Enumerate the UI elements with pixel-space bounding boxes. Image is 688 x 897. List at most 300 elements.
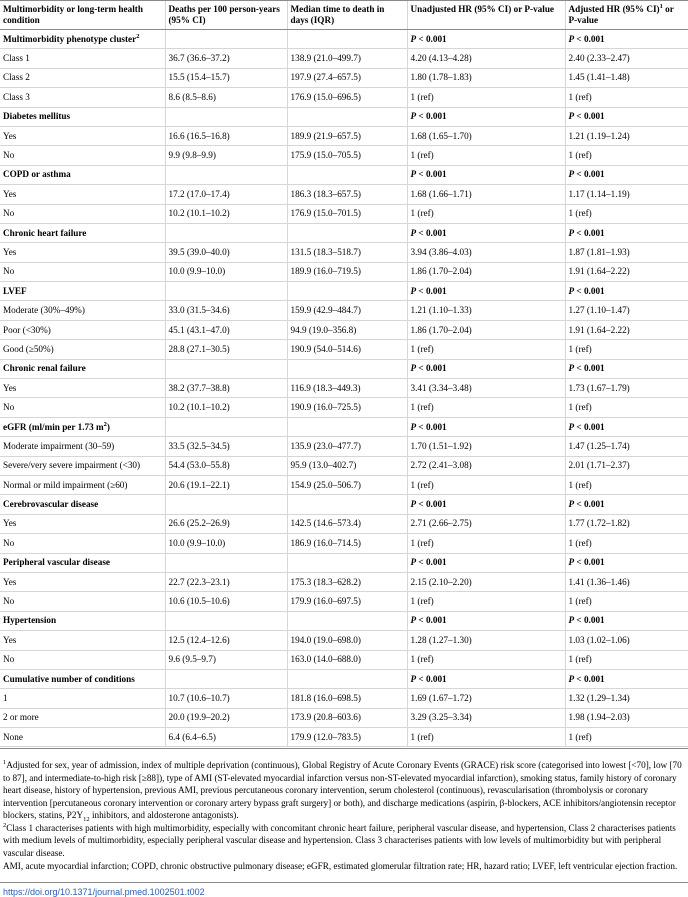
section-empty-cell — [287, 553, 407, 572]
deaths-per-100-py: 26.6 (25.2–26.9) — [165, 514, 287, 533]
section-empty-cell — [287, 611, 407, 630]
table-row — [0, 534, 688, 553]
p-letter: P — [568, 363, 575, 374]
section-p-unadjusted — [407, 495, 565, 514]
footnote-2-marker: 2 — [3, 821, 7, 829]
row-label: No — [0, 592, 165, 611]
adjusted-hr: 1.41 (1.36–1.46) — [565, 572, 688, 591]
deaths-per-100-py: 12.5 (12.4–12.6) — [165, 631, 287, 650]
section-header-row — [0, 553, 688, 572]
section-p-adjusted — [565, 223, 688, 242]
table-row — [0, 49, 688, 68]
section-title — [0, 417, 165, 436]
row-label: None — [0, 728, 165, 747]
adjusted-hr: 1.45 (1.41–1.48) — [565, 68, 688, 87]
row-label: Poor (<30%) — [0, 320, 165, 339]
adjusted-hr: 2.01 (1.71–2.37) — [565, 456, 688, 475]
median-time-to-death: 189.9 (16.0–719.5) — [287, 262, 407, 281]
section-header-row — [0, 359, 688, 378]
p-value: < 0.001 — [576, 499, 605, 510]
section-title — [0, 107, 165, 126]
p-letter: P — [410, 499, 417, 510]
section-empty-cell — [165, 495, 287, 514]
section-header-row — [0, 165, 688, 184]
unadjusted-hr: 1 (ref) — [407, 204, 565, 223]
section-title-text: COPD or asthma — [3, 169, 71, 180]
table-row — [0, 126, 688, 145]
median-time-to-death: 94.9 (19.0–356.8) — [287, 320, 407, 339]
unadjusted-hr: 3.29 (3.25–3.34) — [407, 708, 565, 727]
p-value: < 0.001 — [418, 673, 447, 684]
p-letter: P — [568, 499, 575, 510]
table-row — [0, 398, 688, 417]
deaths-per-100-py: 10.2 (10.1–10.2) — [165, 398, 287, 417]
p-letter: P — [410, 285, 417, 296]
adjusted-hr: 1.03 (1.02–1.06) — [565, 631, 688, 650]
median-time-to-death: 154.9 (25.0–506.7) — [287, 475, 407, 494]
section-header-row — [0, 611, 688, 630]
section-empty-cell — [287, 282, 407, 301]
section-empty-cell — [287, 417, 407, 436]
p-value: < 0.001 — [576, 363, 605, 374]
unadjusted-hr: 3.94 (3.86–4.03) — [407, 243, 565, 262]
p-value: < 0.001 — [418, 499, 447, 510]
doi-link[interactable]: https://doi.org/10.1371/journal.pmed.1002501.t002 — [0, 882, 688, 897]
adjusted-hr: 1.77 (1.72–1.82) — [565, 514, 688, 533]
row-label: Moderate impairment (30–59) — [0, 437, 165, 456]
row-label: Class 3 — [0, 88, 165, 107]
unadjusted-hr: 1.86 (1.70–2.04) — [407, 320, 565, 339]
unadjusted-hr: 1.86 (1.70–2.04) — [407, 262, 565, 281]
unadjusted-hr: 4.20 (4.13–4.28) — [407, 49, 565, 68]
row-label: 2 or more — [0, 708, 165, 727]
row-label: Yes — [0, 243, 165, 262]
p-letter: P — [568, 615, 575, 626]
table-row — [0, 728, 688, 747]
deaths-per-100-py: 10.2 (10.1–10.2) — [165, 204, 287, 223]
p-value: < 0.001 — [418, 285, 447, 296]
adjusted-hr: 1 (ref) — [565, 592, 688, 611]
adjusted-hr: 1.98 (1.94–2.03) — [565, 708, 688, 727]
deaths-per-100-py: 16.6 (16.5–16.8) — [165, 126, 287, 145]
section-title-text: Peripheral vascular disease — [3, 557, 111, 568]
table-row — [0, 456, 688, 475]
section-empty-cell — [287, 359, 407, 378]
section-title — [0, 611, 165, 630]
row-label: Normal or mild impairment (≥60) — [0, 475, 165, 494]
row-label: Moderate (30%–49%) — [0, 301, 165, 320]
adjusted-hr: 1.47 (1.25–1.74) — [565, 437, 688, 456]
table-row — [0, 301, 688, 320]
p-value: < 0.001 — [576, 615, 605, 626]
median-time-to-death: 190.9 (54.0–514.6) — [287, 340, 407, 359]
median-time-to-death: 173.9 (20.8–603.6) — [287, 708, 407, 727]
unadjusted-hr: 1 (ref) — [407, 340, 565, 359]
median-time-to-death: 190.9 (16.0–725.5) — [287, 398, 407, 417]
p-letter: P — [410, 33, 417, 44]
p-letter: P — [410, 673, 417, 684]
p-letter: P — [568, 285, 575, 296]
section-empty-cell — [165, 553, 287, 572]
deaths-per-100-py: 10.0 (9.9–10.0) — [165, 262, 287, 281]
footnote-2-text: Class 1 characterises patients with high multimorbidity, especially with concomitant chronic heart failure, peripheral vascular disease, and hypertension, Class 2 characterises patients with medium levels of multimorbidity, especially peripheral vascular disease and hypertension. Class 3 characterises patients with low levels of multimorbidity but with peripheral vascular disease. — [3, 822, 676, 858]
unadjusted-hr: 2.71 (2.66–2.75) — [407, 514, 565, 533]
section-title — [0, 669, 165, 688]
median-time-to-death: 176.9 (15.0–696.5) — [287, 88, 407, 107]
section-title-text: Diabetes mellitus — [3, 111, 71, 122]
section-header-row — [0, 669, 688, 688]
median-time-to-death: 179.9 (16.0–697.5) — [287, 592, 407, 611]
p-value: < 0.001 — [576, 33, 605, 44]
section-header-row — [0, 223, 688, 242]
table-row — [0, 146, 688, 165]
p-value: < 0.001 — [576, 285, 605, 296]
table-footnotes — [0, 748, 688, 872]
unadjusted-hr: 1 (ref) — [407, 650, 565, 669]
median-time-to-death: 194.0 (19.0–698.0) — [287, 631, 407, 650]
section-title-text: Hypertension — [3, 615, 57, 626]
section-p-unadjusted — [407, 359, 565, 378]
deaths-per-100-py: 39.5 (39.0–40.0) — [165, 243, 287, 262]
table-row — [0, 475, 688, 494]
deaths-per-100-py: 15.5 (15.4–15.7) — [165, 68, 287, 87]
p-value: < 0.001 — [576, 421, 605, 432]
section-title-suffix: ) — [106, 421, 110, 432]
row-label: No — [0, 650, 165, 669]
adjusted-hr: 1.91 (1.64–2.22) — [565, 262, 688, 281]
p-letter: P — [568, 673, 575, 684]
adjusted-hr: 1.27 (1.10–1.47) — [565, 301, 688, 320]
table-row — [0, 340, 688, 359]
deaths-per-100-py: 33.5 (32.5–34.5) — [165, 437, 287, 456]
section-p-unadjusted — [407, 165, 565, 184]
adjusted-hr: 1 (ref) — [565, 534, 688, 553]
deaths-per-100-py: 9.9 (9.8–9.9) — [165, 146, 287, 165]
header-adjusted-hr-footnote-ref: 1 — [659, 2, 663, 10]
p-value: < 0.001 — [576, 111, 605, 122]
header-unadjusted-hr-text: Unadjusted HR (95% CI) or P-value — [410, 4, 555, 14]
p-letter: P — [568, 421, 575, 432]
p-letter: P — [410, 169, 417, 180]
table-row — [0, 689, 688, 708]
unadjusted-hr: 1.28 (1.27–1.30) — [407, 631, 565, 650]
p-letter: P — [410, 615, 417, 626]
adjusted-hr: 1 (ref) — [565, 398, 688, 417]
deaths-per-100-py: 9.6 (9.5–9.7) — [165, 650, 287, 669]
unadjusted-hr: 1.70 (1.51–1.92) — [407, 437, 565, 456]
footnote-1-end: inhibitors, and aldosterone antagonists). — [89, 810, 239, 821]
p-letter: P — [568, 557, 575, 568]
section-empty-cell — [165, 611, 287, 630]
unadjusted-hr: 1 (ref) — [407, 534, 565, 553]
deaths-per-100-py: 6.4 (6.4–6.5) — [165, 728, 287, 747]
p-value: < 0.001 — [418, 557, 447, 568]
table-body — [0, 30, 688, 747]
adjusted-hr: 1 (ref) — [565, 340, 688, 359]
section-empty-cell — [287, 223, 407, 242]
p-letter: P — [410, 363, 417, 374]
unadjusted-hr: 1 (ref) — [407, 398, 565, 417]
section-empty-cell — [287, 495, 407, 514]
deaths-per-100-py: 22.7 (22.3–23.1) — [165, 572, 287, 591]
deaths-per-100-py: 33.0 (31.5–34.6) — [165, 301, 287, 320]
abbreviations-note: AMI, acute myocardial infarction; COPD, chronic obstructive pulmonary disease; eGFR, estimated glomerular filtration rate; HR, hazard ratio; LVEF, left ventricular ejection fraction. — [3, 860, 678, 871]
unadjusted-hr: 1 (ref) — [407, 592, 565, 611]
table-row — [0, 88, 688, 107]
section-p-unadjusted — [407, 669, 565, 688]
footnote-1-text: Adjusted for sex, year of admission, index of multiple deprivation (continuous), Global Registry of Acute Coronary Events (GRACE) risk score (categorised into lowest [<70], low [70 to 87], and intermediate-to-high risk [≥88]), type of AMI (ST-elevated myocardial infarction versus non-ST-elevated myocardial infarction), smoking status, family history of coronary heart disease, history of hypertension, previous AMI, previous percutaneous coronary intervention, serum cholesterol (continuous), revascularisation (thrombolysis or coronary intervention [percutaneous coronary intervention or coronary artery bypass graft surgery] or both), and discharge medications (aspirin, β-blockers, ACE inhibitors/angiotensin receptor blockers, statins, P2Y — [3, 760, 682, 821]
row-label: Severe/very severe impairment (<30) — [0, 456, 165, 475]
section-title — [0, 223, 165, 242]
row-label: Yes — [0, 631, 165, 650]
section-title-text: Cerebrovascular disease — [3, 499, 99, 510]
section-title — [0, 359, 165, 378]
row-label: No — [0, 534, 165, 553]
deaths-per-100-py: 36.7 (36.6–37.2) — [165, 49, 287, 68]
p-value: < 0.001 — [418, 421, 447, 432]
footnote-2 — [3, 822, 684, 859]
section-p-adjusted — [565, 165, 688, 184]
median-time-to-death: 138.9 (21.0–499.7) — [287, 49, 407, 68]
footnote-1-marker: 1 — [3, 759, 7, 767]
adjusted-hr: 1.32 (1.29–1.34) — [565, 689, 688, 708]
table-row — [0, 243, 688, 262]
footnote-1 — [3, 759, 684, 821]
section-p-adjusted — [565, 553, 688, 572]
median-time-to-death: 186.9 (16.0–714.5) — [287, 534, 407, 553]
section-p-unadjusted — [407, 30, 565, 49]
unadjusted-hr: 2.15 (2.10–2.20) — [407, 572, 565, 591]
row-label: Class 1 — [0, 49, 165, 68]
section-title — [0, 553, 165, 572]
section-title — [0, 165, 165, 184]
section-title-footnote-ref: 2 — [136, 32, 140, 40]
median-time-to-death: 135.9 (23.0–477.7) — [287, 437, 407, 456]
unadjusted-hr: 1.68 (1.66–1.71) — [407, 185, 565, 204]
section-empty-cell — [165, 417, 287, 436]
adjusted-hr: 1.73 (1.67–1.79) — [565, 379, 688, 398]
section-p-adjusted — [565, 359, 688, 378]
table-row — [0, 204, 688, 223]
table-row — [0, 437, 688, 456]
table-row — [0, 185, 688, 204]
table-row — [0, 262, 688, 281]
deaths-per-100-py: 20.0 (19.9–20.2) — [165, 708, 287, 727]
median-time-to-death: 189.9 (21.9–657.5) — [287, 126, 407, 145]
row-label: Good (≥50%) — [0, 340, 165, 359]
unadjusted-hr: 1.69 (1.67–1.72) — [407, 689, 565, 708]
deaths-per-100-py: 45.1 (43.1–47.0) — [165, 320, 287, 339]
row-label: Yes — [0, 379, 165, 398]
deaths-per-100-py: 20.6 (19.1–22.1) — [165, 475, 287, 494]
section-title — [0, 30, 165, 49]
p-value: < 0.001 — [576, 169, 605, 180]
p-value: < 0.001 — [418, 227, 447, 238]
p-value: < 0.001 — [418, 363, 447, 374]
deaths-per-100-py: 8.6 (8.5–8.6) — [165, 88, 287, 107]
row-label: No — [0, 146, 165, 165]
section-p-adjusted — [565, 417, 688, 436]
section-empty-cell — [165, 107, 287, 126]
median-time-to-death: 197.9 (27.4–657.5) — [287, 68, 407, 87]
row-label: Yes — [0, 514, 165, 533]
adjusted-hr: 1 (ref) — [565, 650, 688, 669]
section-p-unadjusted — [407, 611, 565, 630]
p-letter: P — [410, 557, 417, 568]
section-title-text: Chronic renal failure — [3, 363, 86, 374]
median-time-to-death: 142.5 (14.6–573.4) — [287, 514, 407, 533]
deaths-per-100-py: 54.4 (53.0–55.8) — [165, 456, 287, 475]
table-row — [0, 320, 688, 339]
median-time-to-death: 179.9 (12.0–783.5) — [287, 728, 407, 747]
section-title — [0, 282, 165, 301]
p-value: < 0.001 — [418, 33, 447, 44]
section-p-unadjusted — [407, 107, 565, 126]
adjusted-hr: 1.21 (1.19–1.24) — [565, 126, 688, 145]
section-title-text: Cumulative number of conditions — [3, 673, 135, 684]
section-title-footnote-ref: 2 — [103, 420, 107, 428]
unadjusted-hr: 1.21 (1.10–1.33) — [407, 301, 565, 320]
footnote-1-subscript: 12 — [83, 815, 90, 823]
section-header-row — [0, 417, 688, 436]
section-p-unadjusted — [407, 417, 565, 436]
section-empty-cell — [287, 107, 407, 126]
section-p-unadjusted — [407, 223, 565, 242]
section-empty-cell — [165, 282, 287, 301]
unadjusted-hr: 2.72 (2.41–3.08) — [407, 456, 565, 475]
table-row — [0, 650, 688, 669]
table-row — [0, 379, 688, 398]
row-label: Yes — [0, 572, 165, 591]
table-row — [0, 631, 688, 650]
unadjusted-hr: 1 (ref) — [407, 475, 565, 494]
median-time-to-death: 176.9 (15.0–701.5) — [287, 204, 407, 223]
median-time-to-death: 159.9 (42.9–484.7) — [287, 301, 407, 320]
median-time-to-death: 95.9 (13.0–402.7) — [287, 456, 407, 475]
section-empty-cell — [165, 30, 287, 49]
unadjusted-hr: 1 (ref) — [407, 728, 565, 747]
table-row — [0, 708, 688, 727]
header-median-time: Median time to death in days (IQR) — [287, 1, 407, 30]
p-value: < 0.001 — [576, 557, 605, 568]
adjusted-hr: 1.87 (1.81–1.93) — [565, 243, 688, 262]
section-header-row — [0, 30, 688, 49]
deaths-per-100-py: 38.2 (37.7–38.8) — [165, 379, 287, 398]
adjusted-hr: 1 (ref) — [565, 146, 688, 165]
section-empty-cell — [287, 669, 407, 688]
section-title-text: LVEF — [3, 285, 27, 296]
median-time-to-death: 175.9 (15.0–705.5) — [287, 146, 407, 165]
median-time-to-death: 175.3 (18.3–628.2) — [287, 572, 407, 591]
adjusted-hr: 2.40 (2.33–2.47) — [565, 49, 688, 68]
row-label: Class 2 — [0, 68, 165, 87]
p-letter: P — [568, 33, 575, 44]
p-letter: P — [410, 421, 417, 432]
median-time-to-death: 116.9 (18.3–449.3) — [287, 379, 407, 398]
row-label: Yes — [0, 185, 165, 204]
p-value: < 0.001 — [418, 169, 447, 180]
row-label: 1 — [0, 689, 165, 708]
adjusted-hr: 1 (ref) — [565, 204, 688, 223]
section-empty-cell — [287, 165, 407, 184]
section-p-adjusted — [565, 669, 688, 688]
section-empty-cell — [287, 30, 407, 49]
adjusted-hr: 1 (ref) — [565, 475, 688, 494]
header-unadjusted-hr — [407, 1, 565, 30]
section-p-adjusted — [565, 282, 688, 301]
adjusted-hr: 1 (ref) — [565, 728, 688, 747]
section-p-unadjusted — [407, 282, 565, 301]
section-header-row — [0, 107, 688, 126]
p-value: < 0.001 — [576, 673, 605, 684]
section-empty-cell — [165, 223, 287, 242]
deaths-per-100-py: 10.0 (9.9–10.0) — [165, 534, 287, 553]
median-time-to-death: 181.8 (16.0–698.5) — [287, 689, 407, 708]
section-title-text: eGFR (ml/min per 1.73 m — [3, 421, 104, 432]
unadjusted-hr: 3.41 (3.34–3.48) — [407, 379, 565, 398]
p-letter: P — [568, 227, 575, 238]
deaths-per-100-py: 17.2 (17.0–17.4) — [165, 185, 287, 204]
p-value: < 0.001 — [418, 615, 447, 626]
p-value: < 0.001 — [576, 227, 605, 238]
header-adjusted-hr-post: or P-value — [568, 4, 674, 25]
median-time-to-death: 131.5 (18.3–518.7) — [287, 243, 407, 262]
section-title-text: Chronic heart failure — [3, 227, 87, 238]
p-letter: P — [410, 111, 417, 122]
section-p-unadjusted — [407, 553, 565, 572]
header-adjusted-hr — [565, 1, 688, 30]
adjusted-hr: 1.17 (1.14–1.19) — [565, 185, 688, 204]
deaths-per-100-py: 28.8 (27.1–30.5) — [165, 340, 287, 359]
section-p-adjusted — [565, 611, 688, 630]
section-title-text: Multimorbidity phenotype cluster — [3, 33, 137, 44]
row-label: No — [0, 398, 165, 417]
header-adjusted-hr-pre: Adjusted HR (95% CI) — [568, 4, 660, 14]
p-letter: P — [410, 227, 417, 238]
deaths-per-100-py: 10.6 (10.5–10.6) — [165, 592, 287, 611]
section-p-adjusted — [565, 30, 688, 49]
p-letter: P — [568, 111, 575, 122]
table-header-row — [0, 1, 688, 30]
section-p-adjusted — [565, 107, 688, 126]
table-row — [0, 68, 688, 87]
section-p-adjusted — [565, 495, 688, 514]
header-deaths: Deaths per 100 person-years (95% CI) — [165, 1, 287, 30]
median-time-to-death: 163.0 (14.0–688.0) — [287, 650, 407, 669]
section-header-row — [0, 495, 688, 514]
table-row — [0, 592, 688, 611]
row-label: No — [0, 204, 165, 223]
section-header-row — [0, 282, 688, 301]
unadjusted-hr: 1 (ref) — [407, 88, 565, 107]
unadjusted-hr: 1 (ref) — [407, 146, 565, 165]
row-label: No — [0, 262, 165, 281]
section-empty-cell — [165, 165, 287, 184]
p-letter: P — [568, 169, 575, 180]
deaths-per-100-py: 10.7 (10.6–10.7) — [165, 689, 287, 708]
unadjusted-hr: 1.80 (1.78–1.83) — [407, 68, 565, 87]
adjusted-hr: 1.91 (1.64–2.22) — [565, 320, 688, 339]
unadjusted-hr: 1.68 (1.65–1.70) — [407, 126, 565, 145]
adjusted-hr: 1 (ref) — [565, 88, 688, 107]
median-time-to-death: 186.3 (18.3–657.5) — [287, 185, 407, 204]
section-empty-cell — [165, 669, 287, 688]
row-label: Yes — [0, 126, 165, 145]
header-condition: Multimorbidity or long-term health condition — [0, 1, 165, 30]
table-row — [0, 514, 688, 533]
table-row — [0, 572, 688, 591]
section-empty-cell — [165, 359, 287, 378]
